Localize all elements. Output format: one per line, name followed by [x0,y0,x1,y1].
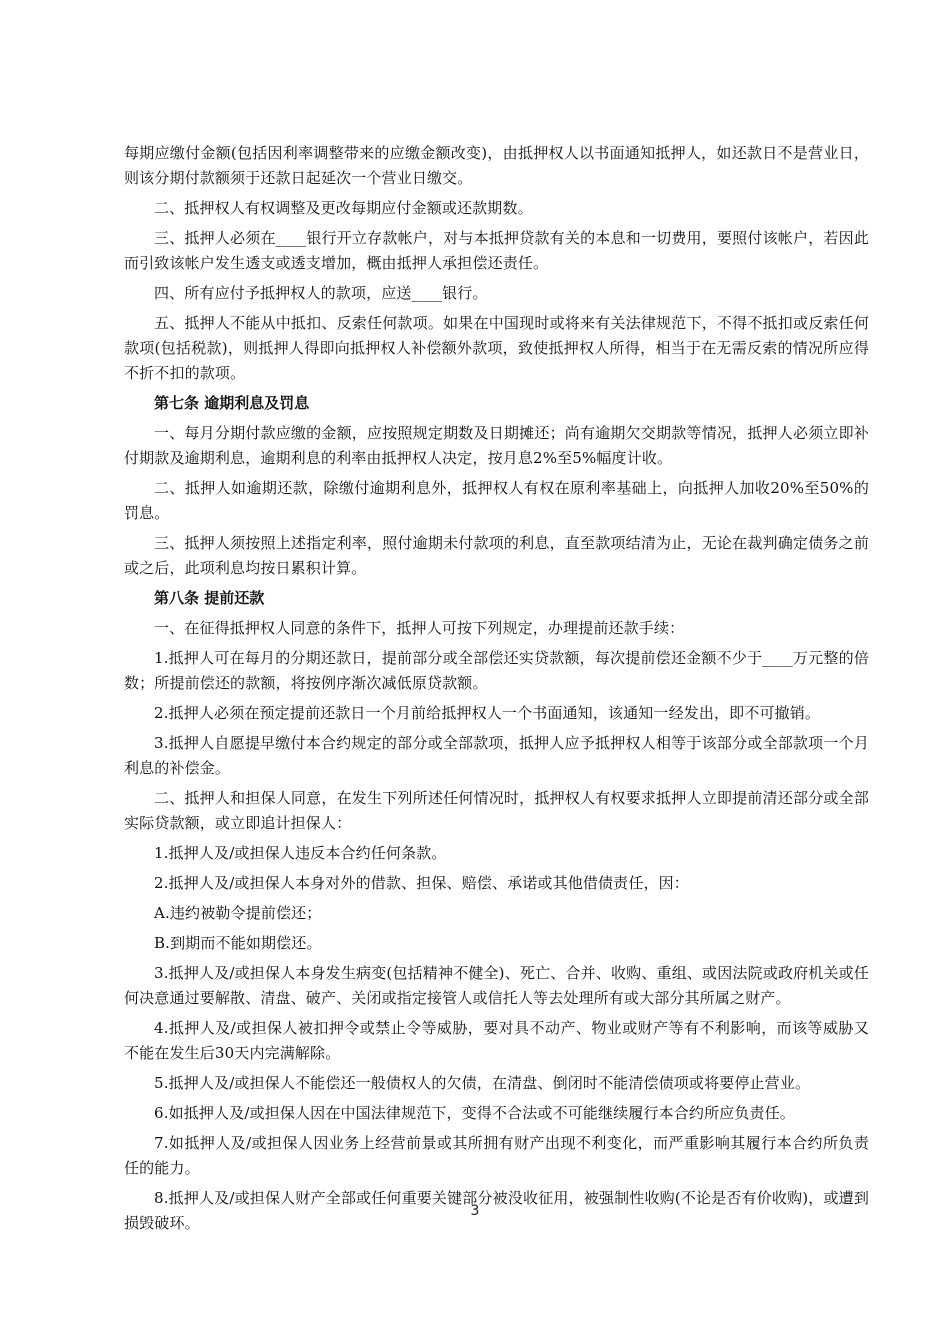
body-paragraph: 5.抵押人及/或担保人不能偿还一般债权人的欠债，在清盘、倒闭时不能清偿债项或将要停止营业。 [154,1074,811,1092]
body-paragraph: 2.抵押人必须在预定提前还款日一个月前给抵押权人一个书面通知，该通知一经发出，即不可撤销。 [154,704,821,722]
body-paragraph: 3.抵押人自愿提早缴付本合约规定的部分或全部款项，抵押人应予抵押权人相等于该部分或全部款项一个月利息的补偿金。 [124,734,869,777]
body-paragraph: 二、抵押人如逾期还款，除缴付逾期利息外，抵押权人有权在原利率基础上，向抵押人加收20%至50%的罚息。 [124,479,869,522]
body-paragraph: 1.抵押人可在每月的分期还款日，提前部分或全部偿还实贷款额，每次提前偿还金额不少于____万元整的倍数；所提前偿还的款额，将按例序渐次减低原贷款额。 [124,649,869,692]
body-paragraph: 7.如抵押人及/或担保人因业务上经营前景或其所拥有财产出现不利变化，而严重影响其履行本合约所负责任的能力。 [124,1134,869,1177]
body-paragraph: 1.抵押人及/或担保人违反本合约任何条款。 [154,844,447,862]
body-paragraph: 2.抵押人及/或担保人本身对外的借款、担保、赔偿、承诺或其他借债责任，因： [154,874,689,892]
body-paragraph: 二、抵押权人有权调整及更改每期应付金额或还款期数。 [154,199,533,217]
body-paragraph: 6.如抵押人及/或担保人因在中国法律规范下，变得不合法或不可能继续履行本合约所应负责任。 [154,1104,795,1122]
body-paragraph: 三、抵押人须按照上述指定利率，照付逾期未付款项的利息，直至款项结清为止，无论在裁判确定债务之前或之后，此项利息均按日累积计算。 [124,534,869,577]
document-body [124,141,869,1241]
body-paragraph: 8.抵押人及/或担保人财产全部或任何重要关键部分被没收征用，被强制性收购(不论是否有价收购)，或遭到损毁破环。 [124,1189,869,1232]
body-paragraph: 每期应缴付金额(包括因利率调整带来的应缴金额改变)，由抵押权人以书面通知抵押人，如还款日不是营业日，则该分期付款额须于还款日起延次一个营业日缴交。 [124,144,869,187]
body-paragraph: 四、所有应付予抵押权人的款项，应送____银行。 [154,284,488,302]
body-paragraph: A.违约被勒令提前偿还； [154,904,322,922]
body-paragraph: 五、抵押人不能从中抵扣、反索任何款项。如果在中国现时或将来有关法律规范下，不得不抵扣或反索任何款项(包括税款)，则抵押人得即向抵押权人补偿额外款项，致使抵押权人所得，相当于在无需反索的情况所应得不折不扣的款项。 [124,314,869,382]
body-paragraph: 三、抵押人必须在____银行开立存款帐户，对与本抵押贷款有关的本息和一切费用，要照付该帐户，若因此而引致该帐户发生透支或透支增加，概由抵押人承担偿还责任。 [124,229,869,272]
section-heading: 第八条 提前还款 [154,589,265,607]
body-paragraph: 一、每月分期付款应缴的金额，应按照规定期数及日期摊还；尚有逾期欠交期款等情况，抵押人必须立即补付期款及逾期利息，逾期利息的利率由抵押权人决定，按月息2%至5%幅度计收。 [124,424,869,467]
body-paragraph: 一、在征得抵押权人同意的条件下，抵押人可按下列规定，办理提前还款手续： [154,619,685,637]
body-paragraph: 3.抵押人及/或担保人本身发生病变(包括精神不健全)、死亡、合并、收购、重组、或因法院或政府机关或任何决意通过要解散、清盘、破产、关闭或指定接管人或信托人等去处理所有或大部分其所属之财产。 [124,964,869,1007]
body-paragraph: 4.抵押人及/或担保人被扣押令或禁止令等威胁，要对具不动产、物业或财产等有不利影响，而该等威胁又不能在发生后30天内完满解除。 [124,1019,869,1062]
body-paragraph: 二、抵押人和担保人同意，在发生下列所述任何情况时，抵押权人有权要求抵押人立即提前清还部分或全部实际贷款额，或立即追计担保人： [124,789,869,832]
page-number: 3 [470,1203,480,1219]
section-heading: 第七条 逾期利息及罚息 [154,394,310,412]
body-paragraph: B.到期而不能如期偿还。 [154,934,322,952]
